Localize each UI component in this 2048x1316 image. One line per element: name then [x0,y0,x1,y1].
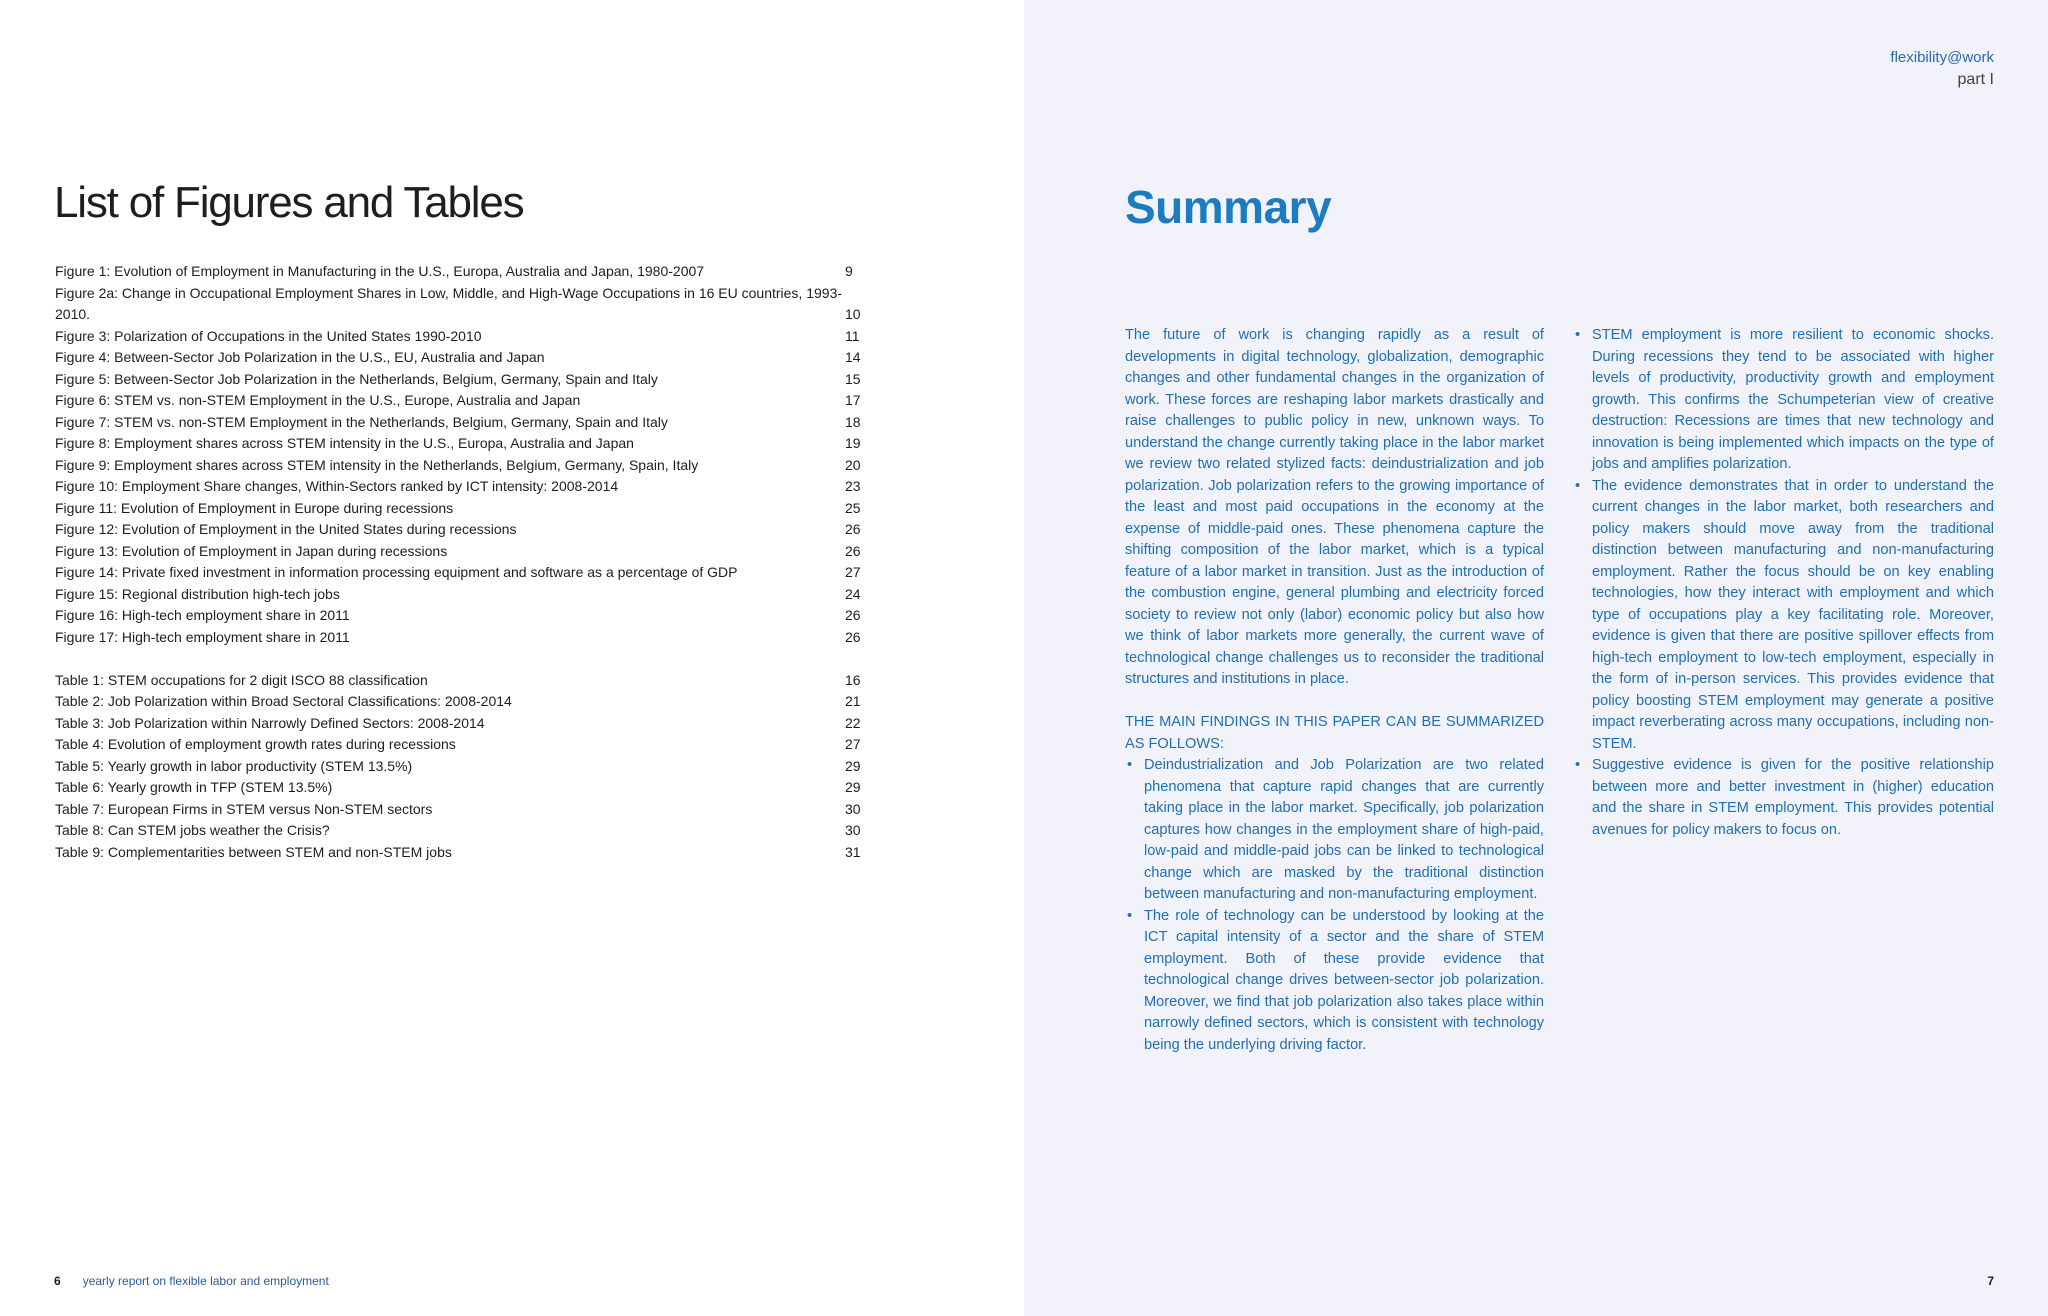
entry-page: 31 [845,843,861,860]
entry-label: Figure 2a: Change in Occupational Employment Shares in Low, Middle, and High-Wage Occupations in 16 EU countries, 1993-2010. [55,284,843,322]
entry-label: Table 5: Yearly growth in labor productivity (STEM 13.5%) [55,757,413,774]
bullet-icon: • [1127,757,1133,773]
finding-text: Suggestive evidence is given for the positive relationship between more and better investment in (higher) education and the share in STEM employment. This provides potential avenues for policy makers to focus on. [1592,757,1994,838]
part-label: part I [1957,71,1994,88]
entry-label: Figure 15: Regional distribution high-tech jobs [55,585,340,602]
list-entry [55,283,885,326]
list-entry [55,261,885,283]
entry-label: Figure 16: High-tech employment share in 2011 [55,607,350,623]
findings-list-right [1573,325,1994,841]
entry-page: 23 [845,478,861,494]
entry-page: 26 [845,607,861,623]
list-entry [55,713,885,735]
list-entry [55,777,885,799]
bullet-icon: • [1575,757,1581,773]
entry-label: Table 9: Complementarities between STEM and non-STEM jobs [55,843,452,860]
entry-page: 29 [845,757,861,774]
left-footer [54,1274,329,1288]
entry-label: Figure 8: Employment shares across STEM intensity in the U.S., Europa, Australia and Japan [55,435,634,451]
list-entry [55,734,885,756]
entry-page: 14 [845,349,861,365]
entry-label: Figure 11: Evolution of Employment in Europe during recessions [55,499,454,516]
entry-page: 11 [845,327,860,344]
brand-label: flexibility@work [1890,49,1994,66]
list-entry [55,820,885,842]
list-entry [55,584,885,606]
summary-intro: The future of work is changing rapidly as a result of developments in digital technology, globalization, demographic changes and other fundamental changes in the organization of work. These forces are reshaping labor markets drastically and raise challenges to public policy in new, unknown ways. To understand the change currently taking place in the labor market we review two related stylized facts: deindustrialization and job polarization. Job polarization refers to the growing importance of the least and most paid occupations in the economy at the expense of middle-paid ones. These phenomena capture the shifting composition of the labor market, which is a typical feature of a labor market in transition. Just as the introduction of the combustion engine, general plumbing and electricity forced society to review not only (labor) economic policy but also how we think of labor markets more generally, the current wave of technological change challenges us to reconsider the traditional structures and institutions in place. [1125,327,1544,687]
finding-text: The role of technology can be understood by looking at the ICT capital intensity of a sector and the share of STEM employment. Both of these provide evidence that technological change drives between-sector job polarization. Moreover, we find that job polarization also takes place within narrowly defined sectors, which is consistent with technology being the underlying driving factor. [1144,907,1544,1053]
page-number-right: 7 [1987,1274,1994,1288]
entry-page: 19 [845,435,861,451]
list-entry [55,433,885,455]
list-entry [55,799,885,821]
list-entry [55,691,885,713]
list-spacer [55,648,885,670]
entry-label: Figure 14: Private fixed investment in information processing equipment and software as a percentage of GDP [55,564,738,580]
entry-page: 20 [845,456,861,473]
entry-label: Figure 10: Employment Share changes, Within-Sectors ranked by ICT intensity: 2008-2014 [55,478,619,494]
entry-label: Table 4: Evolution of employment growth rates during recessions [55,736,456,752]
list-entry [55,412,885,434]
list-entry [55,756,885,778]
list-entry [55,670,885,692]
entry-label: Figure 12: Evolution of Employment in the United States during recessions [55,521,517,537]
entry-label: Figure 3: Polarization of Occupations in the United States 1990-2010 [55,327,482,344]
list-entry [55,541,885,563]
entry-label: Figure 13: Evolution of Employment in Japan during recessions [55,542,448,559]
finding-item [1573,476,1994,756]
list-entry [55,562,885,584]
entry-page: 27 [845,736,861,752]
entry-page: 26 [845,542,861,559]
entry-page: 27 [845,564,861,580]
entry-label: Figure 4: Between-Sector Job Polarization in the U.S., EU, Australia and Japan [55,349,545,365]
list-entry [55,455,885,477]
figures-tables-list [55,261,885,863]
running-header [1890,47,1994,91]
entry-label: Table 6: Yearly growth in TFP (STEM 13.5%) [55,779,333,795]
list-entry [55,390,885,412]
list-entry [55,369,885,391]
summary-column-right [1573,325,1994,841]
entry-page: 10 [845,306,861,322]
entry-page: 24 [845,585,861,602]
list-entry [55,326,885,348]
summary-title: Summary [1125,181,1332,233]
entry-page: 29 [845,779,861,795]
findings-heading: THE MAIN FINDINGS IN THIS PAPER CAN BE SUMMARIZED AS FOLLOWS: [1125,714,1544,752]
entry-page: 15 [845,370,861,387]
finding-item [1125,906,1544,1057]
entry-label: Figure 7: STEM vs. non-STEM Employment in the Netherlands, Belgium, Germany, Spain and Italy [55,413,668,430]
entry-label: Table 3: Job Polarization within Narrowly Defined Sectors: 2008-2014 [55,714,485,731]
entry-page: 26 [845,521,861,537]
summary-column-left [1125,325,1544,1056]
findings-list-left [1125,755,1544,1056]
entry-page: 18 [845,413,861,430]
entry-label: Figure 6: STEM vs. non-STEM Employment in the U.S., Europe, Australia and Japan [55,392,581,408]
bullet-icon: • [1575,327,1581,343]
entry-page: 9 [845,263,853,279]
list-entry [55,498,885,520]
entry-label: Figure 1: Evolution of Employment in Manufacturing in the U.S., Europa, Australia and Japan, 1980-2007 [55,263,705,279]
entry-page: 30 [845,800,861,817]
entry-label: Table 1: STEM occupations for 2 digit ISCO 88 classification [55,671,428,688]
bullet-icon: • [1575,477,1581,494]
entry-page: 17 [845,392,861,408]
entry-label: Figure 9: Employment shares across STEM intensity in the Netherlands, Belgium, Germany, Spain, Italy [55,456,699,473]
finding-item [1573,755,1994,841]
list-entry [55,842,885,864]
finding-text: Deindustrialization and Job Polarization are two related phenomena that capture rapid changes that are currently taking place in the labor market. Specifically, job polarization captures how changes in the employment share of high-paid, low-paid and middle-paid jobs can be linked to technological change which are masked by the traditional distinction between manufacturing and non-manufacturing employment. [1144,757,1544,902]
list-entry [55,605,885,627]
list-entry [55,627,885,649]
bullet-icon: • [1127,907,1133,924]
entry-page: 16 [845,671,861,688]
finding-text: The evidence demonstrates that in order to understand the current changes in the labor market, both researchers and policy makers should move away from the traditional distinction between manufacturing and non-manufacturing employment. Rather the focus should be on key enabling technologies, how they interact with employment and which type of occupations play a key facilitating role. Moreover, evidence is given that there are positive spillover effects from high-tech employment to low-tech employment, especially in the form of in-person services. This provides evidence that policy boosting STEM employment may generate a positive impact reverberating across many occupations, including non-STEM. [1592,477,1994,752]
list-entry [55,347,885,369]
entry-page: 30 [845,822,861,838]
entry-label: Table 7: European Firms in STEM versus Non-STEM sectors [55,800,433,817]
publication-name: yearly report on flexible labor and employment [82,1274,329,1288]
entry-label: Figure 5: Between-Sector Job Polarization in the Netherlands, Belgium, Germany, Spain and Italy [55,370,658,387]
finding-text: STEM employment is more resilient to economic shocks. During recessions they tend to be associated with higher levels of productivity, productivity growth and employment growth. This confirms the Schumpeterian view of creative destruction: Recessions are times that new technology and innovation is being implemented which impacts on the type of jobs and amplifies polarization. [1592,327,1994,472]
finding-item [1125,755,1544,906]
entry-page: 25 [845,499,861,516]
list-entry [55,476,885,498]
page-title: List of Figures and Tables [54,178,524,227]
finding-item [1573,325,1994,476]
entry-page: 22 [845,714,861,731]
entry-label: Figure 17: High-tech employment share in 2011 [55,628,350,645]
page-number: 6 [54,1274,61,1288]
entry-page: 26 [845,628,861,645]
entry-label: Table 2: Job Polarization within Broad Sectoral Classifications: 2008-2014 [55,693,512,709]
entry-label: Table 8: Can STEM jobs weather the Crisis? [55,822,330,838]
list-entry [55,519,885,541]
entry-page: 21 [845,693,861,709]
